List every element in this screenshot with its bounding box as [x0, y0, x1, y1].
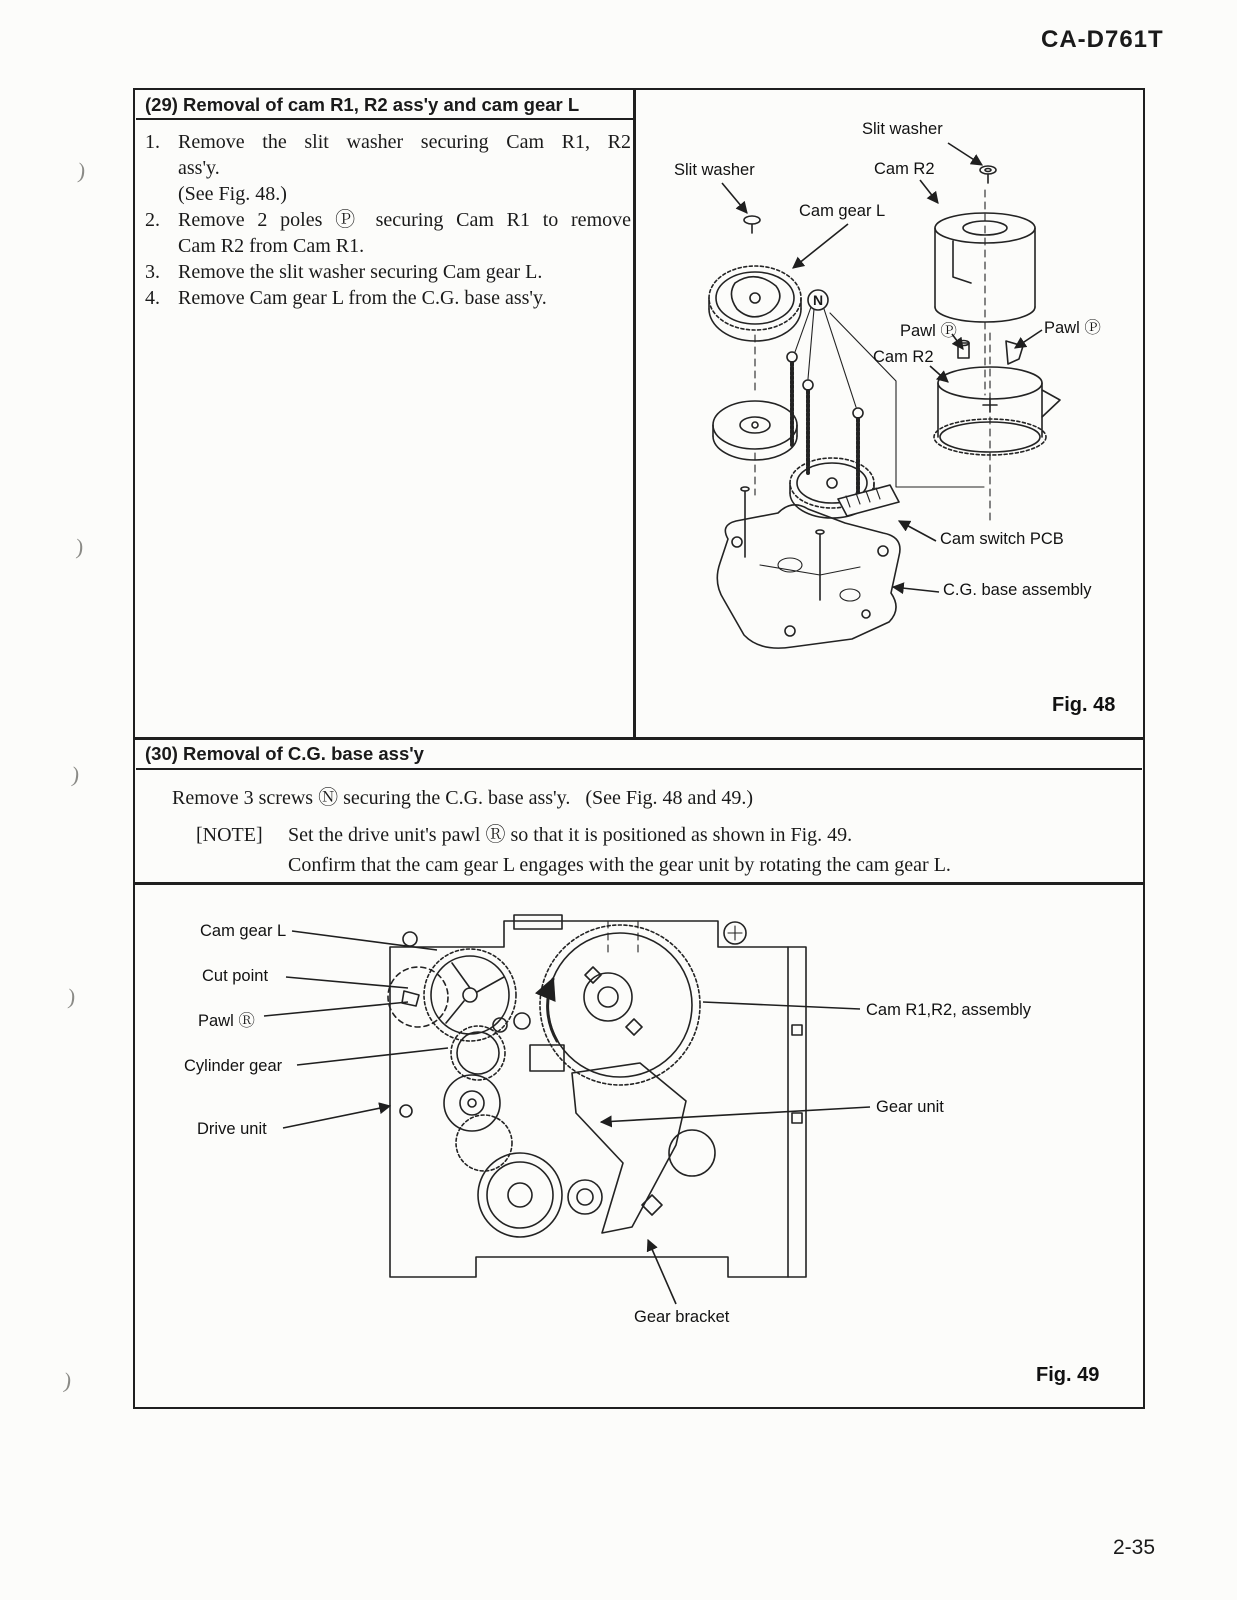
guide-pins-drawing [741, 487, 824, 600]
step-text: (See Fig. 48.) [178, 183, 287, 205]
step-text: Remove Cam gear L from the C.G. base ass'y. [178, 287, 547, 309]
slit-washer-top-drawing [980, 166, 996, 183]
step-3 [145, 259, 631, 285]
fig49-caption: Fig. 49 [1036, 1364, 1100, 1386]
fig48-label-cam-switch-pcb: Cam switch PCB [940, 530, 1064, 548]
step-text: Remove the slit washer securing Cam R1, R2 [178, 131, 631, 153]
fig48-label-cam-r2-mid: Cam R2 [873, 348, 934, 366]
note-text [288, 820, 1138, 880]
scan-artifact: ) [75, 533, 85, 560]
fig49-label-cylinder-gear: Cylinder gear [184, 1057, 283, 1075]
figure49-divider [133, 882, 1145, 885]
step-number: 2. [145, 209, 160, 231]
fig49-label-gear-unit: Gear unit [876, 1098, 944, 1116]
fig49-label-pawl-r: Pawl Ⓡ [198, 1012, 255, 1030]
fig48-label-slit-washer-top: Slit washer [862, 120, 943, 138]
fig48-label-cam-r2-top: Cam R2 [874, 160, 935, 178]
note-label: [NOTE] [196, 824, 263, 846]
step-4 [145, 285, 631, 311]
step-2 [145, 207, 631, 259]
column-divider [633, 88, 636, 739]
cut-point-drawing [388, 967, 448, 1027]
scan-artifact: ) [70, 761, 81, 788]
fig48-label-pawl-right: Pawl Ⓟ [1044, 319, 1101, 337]
step-text: Cam R2 from Cam R1. [178, 235, 365, 257]
cam-switch-pcb-drawing [838, 485, 899, 516]
fig49-label-cut-point: Cut point [202, 967, 269, 985]
section-30-body: Remove 3 screws Ⓝ securing the C.G. base ass'y. (See Fig. 48 and 49.) [172, 787, 754, 809]
fig48-label-cg-base-assembly: C.G. base assembly [943, 581, 1092, 599]
section-30-heading: (30) Removal of C.G. base ass'y [136, 740, 1142, 770]
fig49-label-drive-unit: Drive unit [197, 1120, 267, 1138]
washer-disc-drawing [713, 401, 797, 495]
scan-artifact: ) [76, 157, 87, 184]
fig48-label-cam-gear-l: Cam gear L [799, 202, 886, 220]
cam-r2-top-drawing [935, 190, 1035, 395]
fig48-caption: Fig. 48 [1052, 694, 1116, 716]
n-screw-marker [795, 290, 856, 407]
fig49-label-cam-r1-r2-assembly: Cam R1,R2, assembly [866, 1001, 1032, 1019]
fig48-label-slit-washer-left: Slit washer [674, 161, 755, 179]
note-line: Confirm that the cam gear L engages with the gear unit by rotating the cam gear L. [288, 854, 951, 876]
slit-washer-left-drawing [744, 216, 760, 233]
section-29-heading: (29) Removal of cam R1, R2 ass'y and cam gear L [136, 91, 633, 120]
cam-r2-lower-drawing [934, 333, 1060, 523]
note-line: Set the drive unit's pawl Ⓡ so that it is positioned as shown in Fig. 49. [288, 824, 853, 846]
chassis-drawing [390, 915, 806, 1277]
step-number: 4. [145, 287, 160, 309]
step-number: 1. [145, 131, 160, 153]
scan-artifact: ) [62, 1367, 74, 1394]
fig48-diagram [640, 95, 1140, 735]
section-29-steps [145, 129, 631, 311]
doc-title: CA-D761T [1041, 26, 1164, 53]
step-number: 3. [145, 261, 160, 283]
fig49-label-cam-gear-l: Cam gear L [200, 922, 287, 940]
fig48-label-pawl-left: Pawl Ⓟ [900, 322, 957, 340]
cam-gear-l-drawing [709, 266, 801, 393]
step-text: ass'y. [178, 157, 220, 179]
n-marker-letter: N [813, 292, 824, 308]
drive-unit-gears-drawing [456, 1115, 715, 1237]
page-number: 2-35 [1113, 1536, 1156, 1559]
fig49-diagram [380, 905, 820, 1305]
step-1 [145, 129, 631, 207]
fig49-label-gear-bracket: Gear bracket [634, 1308, 730, 1326]
step-text: Remove 2 poles Ⓟ securing Cam R1 to remove [178, 209, 631, 231]
screws-drawing [787, 352, 863, 497]
scan-artifact: ) [66, 983, 77, 1010]
step-text: Remove the slit washer securing Cam gear L. [178, 261, 543, 283]
